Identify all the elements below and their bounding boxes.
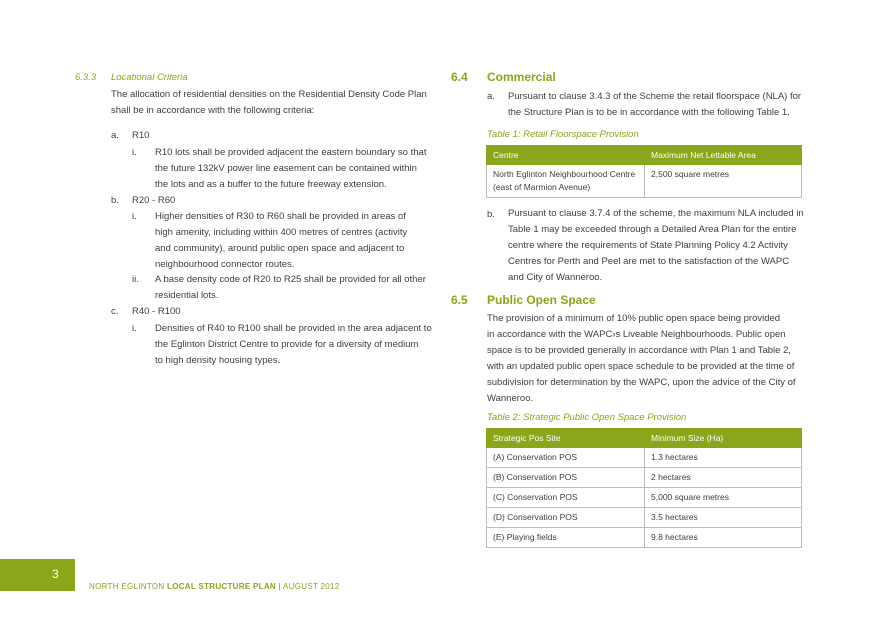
table-cell: (E) Playing fields [487, 528, 645, 548]
item-a-label: a. [111, 130, 119, 141]
section-6-5-number: 6.5 [451, 293, 468, 307]
item-b-ii-text: A base density code of R20 to R25 shall be provided for all other residential lots. [155, 274, 426, 301]
item-b-ii-label: ii. [132, 274, 139, 285]
table-cell: 2,500 square metres [645, 165, 802, 198]
page-number-box [0, 559, 75, 591]
item-b-i-text: Higher densities of R30 to R60 shall be provided in areas of high amenity, including within 400 metres of centres (activity and community), around public open space and adjacent to neighbourhood connector routes. [155, 211, 408, 270]
table-cell: 9.8 hectares [645, 528, 802, 548]
table-row [487, 488, 802, 508]
table-cell: (D) Conservation POS [487, 508, 645, 528]
table-header-cell: Centre [487, 146, 645, 165]
item-b-title: R20 - R60 [132, 195, 176, 206]
item-c-i-text: Densities of R40 to R100 shall be provided in the area adjacent to the Eglinton District Centre to provide for a diversity of medium to high density housing types. [155, 323, 432, 366]
table-row [487, 528, 802, 548]
table-header-cell: Maximum Net Lettable Area [645, 146, 802, 165]
subsection-title: Locational Criteria [111, 72, 188, 83]
table-row [487, 468, 802, 488]
footer-title [89, 582, 340, 591]
table-cell: 5,000 square metres [645, 488, 802, 508]
table-cell: North Eglinton Neighbourhood Centre (east of Marmion Avenue) [487, 165, 645, 198]
section-6-4-title: Commercial [487, 70, 556, 84]
subsection-number: 6.3.3 [75, 72, 97, 83]
s64-a-text: Pursuant to clause 3.4.3 of the Scheme the retail floorspace (NLA) for the Structure Plan is to be in accordance with the following Table 1. [508, 91, 802, 118]
intro-paragraph: The allocation of residential densities on the Residential Density Code Plan shall be in accordance with the following criteria: [111, 89, 427, 116]
s64-b-label: b. [487, 209, 495, 220]
retail-floorspace-table [486, 145, 802, 198]
table-header-cell: Minimum Size (Ha) [645, 429, 802, 448]
table-cell: (A) Conservation POS [487, 448, 645, 468]
page-number: 3 [52, 567, 59, 581]
table-cell: (C) Conservation POS [487, 488, 645, 508]
public-open-space-table [486, 428, 802, 548]
s64-a-label: a. [487, 91, 495, 102]
section-6-5-title: Public Open Space [487, 293, 596, 307]
section-6-4-number: 6.4 [451, 70, 468, 84]
footer-date: AUGUST 2012 [283, 582, 340, 591]
table-row [487, 165, 802, 198]
table-row [487, 508, 802, 528]
item-c-label: c. [111, 306, 119, 317]
s64-b-text: Pursuant to clause 3.7.4 of the scheme, the maximum NLA included in Table 1 may be exceeded through a Detailed Area Plan for the entire centre where the requirements of State Planning Policy 4.2 Activity Centres for Perth and Peel are met to the satisfaction of the WAPC and City of Wanneroo. [508, 208, 804, 283]
footer-doc-title: LOCAL STRUCTURE PLAN [167, 582, 276, 591]
item-a-i-label: i. [132, 147, 137, 158]
s65-paragraph: The provision of a minimum of 10% public open space being provided in accordance with the WAPC›s Liveable Neighbourhoods. Public open space is to be provided generally in accordance with Plan 1 and Table 2, with an updated public open space schedule to be provided at the time of subdivision for determination by the WAPC, upon the advice of the City of Wanneroo. [487, 313, 796, 404]
item-c-i-label: i. [132, 323, 137, 334]
table2-caption: Table 2: Strategic Public Open Space Provision [487, 412, 687, 423]
footer-separator: | [278, 582, 281, 591]
table-cell: 1.3 hectares [645, 448, 802, 468]
item-b-label: b. [111, 195, 119, 206]
item-c-title: R40 - R100 [132, 306, 181, 317]
item-b-i-label: i. [132, 211, 137, 222]
table-header-row [487, 146, 802, 165]
table-cell: 3.5 hectares [645, 508, 802, 528]
item-a-title: R10 [132, 130, 150, 141]
table-header-cell: Strategic Pos Site [487, 429, 645, 448]
table-cell: (B) Conservation POS [487, 468, 645, 488]
table-row [487, 448, 802, 468]
footer-doc-name: NORTH EGLINTON [89, 582, 165, 591]
item-a-i-text: R10 lots shall be provided adjacent the eastern boundary so that the future 132kV power line easement can be contained within the lots and as a buffer to the future freeway extension. [155, 147, 427, 190]
table-cell: 2 hectares [645, 468, 802, 488]
table1-caption: Table 1: Retail Floorspace Provision [487, 129, 639, 140]
table-header-row [487, 429, 802, 448]
